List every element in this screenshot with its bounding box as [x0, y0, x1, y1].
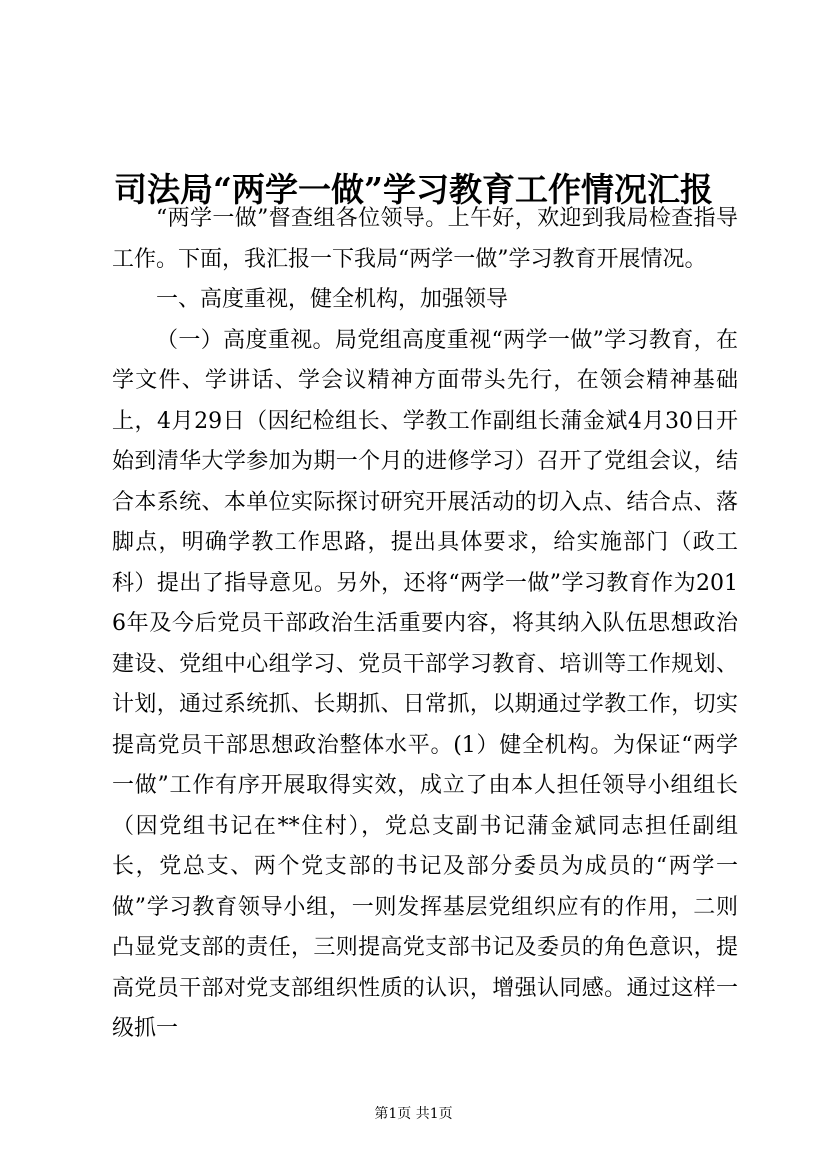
paragraph-greeting: “两学一做”督查组各位领导。上午好，欢迎到我局检查指导工作。下面，我汇报一下我局“两学一做”学习教育开展情况。: [112, 206, 738, 272]
section-heading: 一、高度重视，健全机构，加强领导: [156, 287, 509, 312]
document-body: [112, 199, 738, 1050]
page-footer: 第1页 共1页: [374, 1106, 453, 1122]
document-title: 司法局“两学一做”学习教育工作情况汇报: [114, 170, 713, 210]
paragraph-section-content: （一）高度重视。局党组高度重视“两学一做”学习教育，在学文件、学讲话、学会议精神方面带头先行，在领会精神基础上，4月29日（因纪检组长、学教工作副组长蒲金斌4月30日开始到清华大学参加为期一个月的进修学习）召开了党组会议，结合本系统、本单位实际探讨研究开展活动的切入点、结合点、落脚点，明确学教工作思路，提出具体要求，给实施部门（政工科）提出了指导意见。另外，还将“两学一做”学习教育作为2016年及今后党员干部政治生活重要内容，将其纳入队伍思想政治建设、党组中心组学习、党员干部学习教育、培训等工作规划、计划，通过系统抓、长期抓、日常抓，以期通过学教工作，切实提高党员干部思想政治整体水平。(1）健全机构。为保证“两学一做”工作有序开展取得实效，成立了由本人担任领导小组组长（因党组书记在**住村），党总支副书记蒲金斌同志担任副组长，党总支、两个党支部的书记及部分委员为成员的“两学一做”学习教育领导小组，一则发挥基层党组织应有的作用，二则凸显党支部的责任，三则提高党支部书记及委员的角色意识，提高党员干部对党支部组织性质的认识，增强认同感。通过这样一级抓一: [112, 327, 738, 1041]
